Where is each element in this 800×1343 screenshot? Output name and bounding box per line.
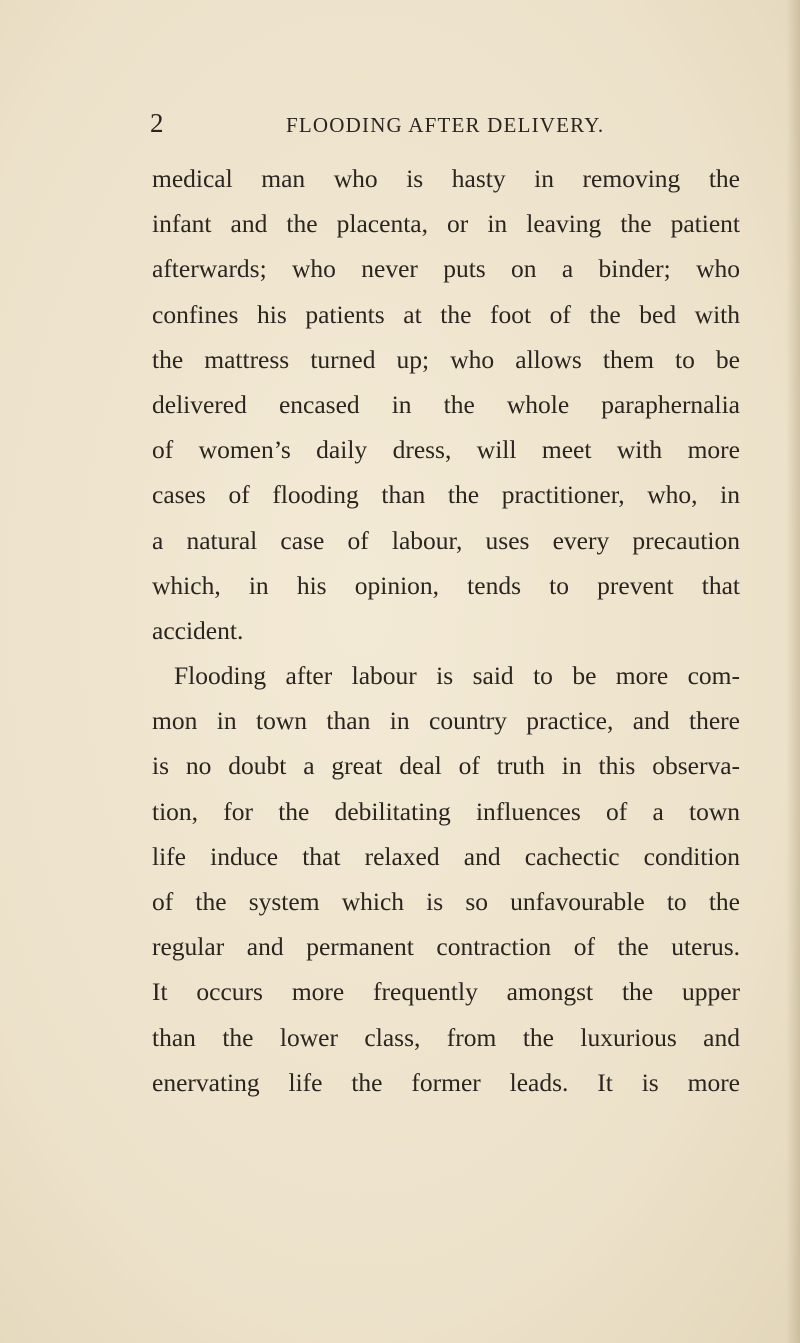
text-line: a natural case of labour, uses every precaution (152, 525, 740, 555)
text-line: confines his patients at the foot of the bed with (152, 299, 740, 329)
page-header (0, 108, 800, 148)
text-line: than the lower class, from the luxurious and (152, 1022, 740, 1052)
text-line: mon in town than in country practice, and there (152, 706, 740, 736)
running-head: FLOODING AFTER DELIVERY. (286, 113, 605, 137)
body-text (152, 156, 740, 1105)
text-line: infant and the placenta, or in leaving the patient (152, 209, 740, 239)
text-line: the mattress turned up; who allows them to be (152, 344, 740, 374)
page-edge-shadow (786, 0, 800, 1343)
text-line: It occurs more frequently amongst the upper (152, 977, 740, 1007)
text-line: delivered encased in the whole paraphernalia (152, 389, 740, 419)
page-number: 2 (150, 108, 164, 138)
text-line: of women’s daily dress, will meet with more (152, 435, 740, 465)
text-line: regular and permanent contraction of the uterus. (152, 932, 740, 962)
text-line: cases of flooding than the practitioner, who, in (152, 480, 740, 510)
text-line: which, in his opinion, tends to prevent that (152, 570, 740, 600)
text-line: of the system which is so unfavourable to the (152, 887, 740, 916)
text-line: accident. (152, 615, 244, 645)
text-line: tion, for the debilitating influences of a town (152, 796, 740, 826)
text-line: is no doubt a great deal of truth in this observa- (152, 751, 740, 781)
text-line: medical man who is hasty in removing the (152, 164, 740, 193)
text-line: afterwards; who never puts on a binder; who (152, 254, 740, 284)
text-line: life induce that relaxed and cachectic condition (152, 841, 740, 871)
text-line: enervating life the former leads. It is more (152, 1067, 740, 1097)
text-line: Flooding after labour is said to be more com- (174, 661, 740, 691)
